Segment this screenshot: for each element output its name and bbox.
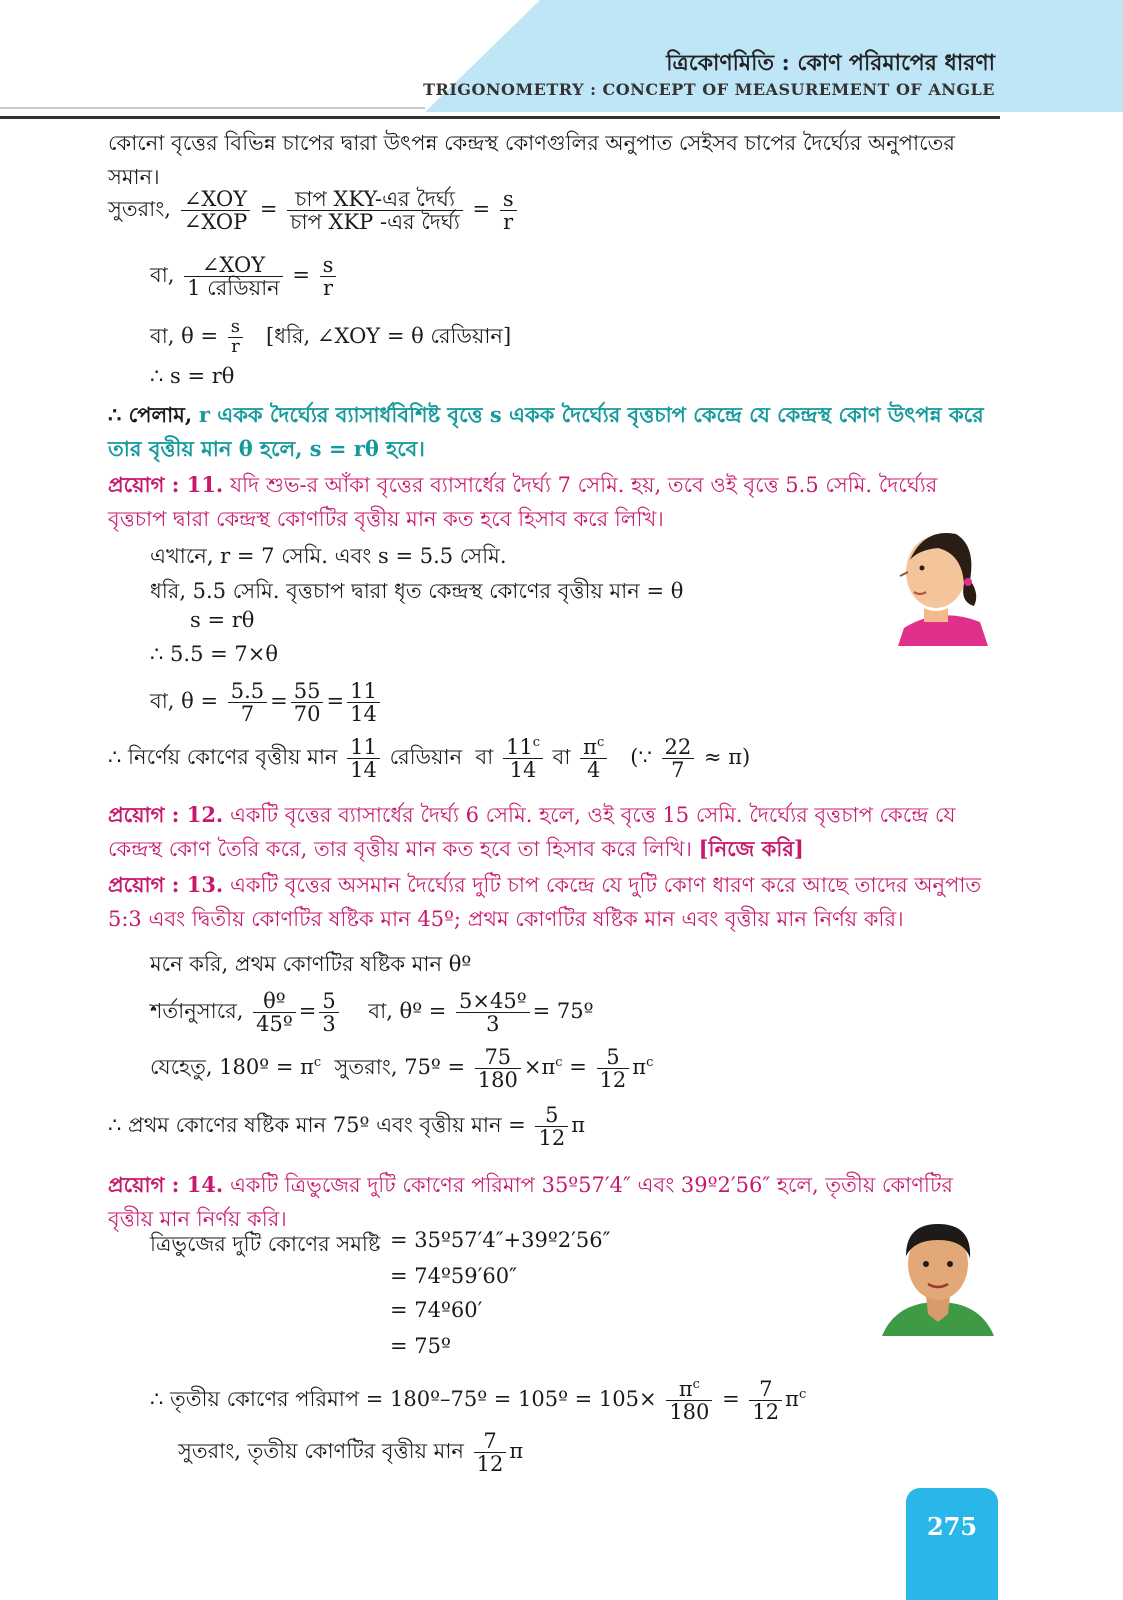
assumption-note: [ধরি, ∠XOY = θ রেডিয়ান]	[266, 323, 512, 348]
fraction-55-70: $\frac{55}{70}$	[291, 680, 324, 725]
p14-sum-2: = 74º59′60″	[390, 1264, 517, 1288]
p11-line-1: এখানে, r = 7 সেমি. এবং s = 5.5 সেমি.	[150, 544, 507, 568]
fraction-5-12: $\frac{5}{12}$	[597, 1046, 630, 1091]
page-number-tab	[906, 1488, 998, 1600]
chapter-title-english: TRIGONOMETRY : CONCEPT OF MEASUREMENT OF ANGLE	[423, 80, 995, 99]
fraction-11-14: $\frac{11}{14}$	[347, 680, 380, 725]
p14-final: সুতরাং, তৃতীয় কোণটির বৃত্তীয় মান $\frac{7}{12}$ π	[178, 1429, 524, 1477]
p13-conclusion: ∴ প্রথম কোণের ষষ্টিক মান 75º এবং বৃত্তীয় মান = $\frac{5}{12}$ π	[108, 1103, 586, 1151]
word-sutorang: সুতরাং,	[108, 197, 171, 222]
p13-line-2: শর্তানুসারে, $\frac{\text{θº}}{\text{45º}}$ = $\frac{5}{3}$ বা, θº = $\frac{\text{5×45º}}{3}$ = 75º	[150, 989, 594, 1037]
fraction-22-7: $\frac{22}{7}$	[662, 736, 695, 781]
header-rule	[0, 116, 1000, 119]
fraction-11c-14: $\frac{11^c}{14}$	[503, 736, 543, 781]
p13-line-1: মনে করি, প্রথম কোণটির ষষ্টিক মান θº	[150, 952, 472, 976]
fraction-5x45-3: $\frac{\text{5×45º}}{3}$	[456, 990, 530, 1035]
problem-12: প্রয়োগ : 12. একটি বৃত্তের ব্যাসার্ধের দৈর্ঘ্য 6 সেমি. হলে, ওই বৃত্তে 15 সেমি. দৈর্ঘ্যের বৃত্তচাপ কেন্দ্রে যে কেন্দ্রস্থ কোণ তৈরি করে, তার বৃত্তীয় মান কত হবে তা হিসাব করে লিখি। [নিজে করি]	[108, 802, 956, 861]
problem-13: প্রয়োগ : 13. একটি বৃত্তের অসমান দৈর্ঘ্যের দুটি চাপ কেন্দ্রে যে দুটি কোণ ধারণ করে আছে তাদের অনুপাত 5:3 এবং দ্বিতীয় কোণটির ষষ্টিক মান 45º; প্রথম কোণটির ষষ্টিক মান এবং বৃত্তীয় মান নির্ণয় করি।	[108, 872, 982, 931]
result-statement: ∴ পেলাম, r একক দৈর্ঘ্যের ব্যাসার্ধবিশিষ্ট বৃত্তে s একক দৈর্ঘ্যের বৃত্তচাপ কেন্দ্রে যে কেন্দ্রস্থ কোণ উৎপন্ন করে তার বৃত্তীয় মান θ হলে, s = rθ হবে।	[108, 402, 984, 461]
page-number: 275	[926, 1512, 978, 1541]
fraction-5-3: $\frac{5}{3}$	[319, 990, 338, 1035]
fraction-pi-4: $\frac{\pi^c}{4}$	[580, 736, 607, 781]
fraction-75-180: $\frac{75}{180}$	[475, 1046, 521, 1091]
problem-11: প্রয়োগ : 11. যদি শুভ-র আঁকা বৃত্তের ব্যাসার্ধের দৈর্ঘ্য 7 সেমি. হয়, তবে ওই বৃত্তে 5.5 সেমি. দৈর্ঘ্যের বৃত্তচাপ দ্বারা কেন্দ্রস্থ কোণটির বৃত্তীয় মান কত হবে হিসাব করে লিখি।	[108, 472, 938, 531]
intro-paragraph: কোনো বৃত্তের বিভিন্ন চাপের দ্বারা উৎপন্ন কেন্দ্রস্থ কোণগুলির অনুপাত সেইসব চাপের দৈর্ঘ্যের অনুপাতের সমান।	[108, 131, 955, 189]
p11-line-5: বা, θ = $\frac{5.5}{7}$ = $\frac{55}{70}$ = $\frac{11}{14}$	[150, 680, 383, 725]
p14-sum-label: ত্রিভুজের দুটি কোণের সমষ্টি	[150, 1232, 381, 1256]
fraction-pi-180: $\frac{\pi^c}{180}$	[666, 1378, 712, 1423]
fraction-s-over-r-2: $\frac{s}{r}$	[320, 254, 337, 299]
p11-line-2: ধরি, 5.5 সেমি. বৃত্তচাপ দ্বারা ধৃত কেন্দ্রস্থ কোণের বৃত্তীয় মান = θ	[150, 579, 684, 603]
p11-line-3: s = rθ	[190, 608, 255, 632]
p13-line-3: যেহেতু, 180º = $\pi^c$ সুতরাং, 75º = $\frac{75}{180}$ $\times\pi^c$ = $\frac{5}{12}$ $\pi^c$	[150, 1045, 654, 1093]
p11-line-4: ∴ 5.5 = 7×θ	[150, 642, 278, 666]
fraction-s-over-r: $\frac{s}{r}$	[500, 188, 517, 233]
p14-sum-3: = 74º60′	[390, 1298, 483, 1322]
fraction-angles: $\frac{\text{∠XOY}}{\text{∠XOP}}$	[181, 188, 251, 233]
equation-s-r-theta: ∴ s = rθ	[150, 364, 235, 388]
self-practice-tag: [নিজে করি]	[698, 836, 804, 861]
fraction-7-12: $\frac{7}{12}$	[749, 1378, 782, 1423]
fraction-theta-45: $\frac{\text{θº}}{\text{45º}}$	[253, 990, 296, 1035]
fraction-7-12-final: $\frac{7}{12}$	[474, 1430, 507, 1475]
equation-ratio: সুতরাং, $\frac{\text{∠XOY}}{\text{∠XOP}}$ = $\frac{\text{চাপ XKY-এর দৈর্ঘ্য}}{\text{চাপ XKP -এর দৈর্ঘ্য}}$ = $\frac{s}{r}$	[108, 188, 520, 233]
p14-sum-4: = 75º	[390, 1334, 451, 1358]
fraction-11-14-result: $\frac{11}{14}$	[347, 736, 380, 781]
equation-radian: বা, $\frac{\text{∠XOY}}{\text{1 রেডিয়ান}}$ = $\frac{s}{r}$	[150, 254, 339, 299]
fraction-5.5-7: $\frac{5.5}{7}$	[228, 680, 267, 725]
fraction-s-over-r-3: $\frac{s}{r}$	[228, 318, 243, 357]
fraction-arcs: $\frac{\text{চাপ XKY-এর দৈর্ঘ্য}}{\text{চাপ XKP -এর দৈর্ঘ্য}}$	[287, 188, 463, 233]
fraction-5-12-result: $\frac{5}{12}$	[535, 1104, 568, 1149]
fraction-xoy-radian: $\frac{\text{∠XOY}}{\text{1 রেডিয়ান}}$	[184, 254, 283, 299]
problem-14: প্রয়োগ : 14. একটি ত্রিভুজের দুটি কোণের পরিমাপ 35º57′4″ এবং 39º2′56″ হলে, তৃতীয় কোণটির বৃত্তীয় মান নির্ণয় করি।	[108, 1172, 953, 1231]
p14-third-angle: ∴ তৃতীয় কোণের পরিমাপ = 180º–75º = 105º = 105× $\frac{\pi^c}{180}$ = $\frac{7}{12}$ $\pi^c$	[150, 1377, 807, 1425]
girl-illustration	[884, 510, 994, 646]
p11-conclusion: ∴ নির্ণেয় কোণের বৃত্তীয় মান $\frac{11}{14}$ রেডিয়ান বা $\frac{11^c}{14}$ বা $\frac{\pi^c}{4}$ (∵ $\frac{22}{7}$ ≈ π)	[108, 735, 751, 783]
boy-illustration	[876, 1210, 1000, 1336]
p14-sum-1: = 35º57′4″+39º2′56″	[390, 1228, 611, 1252]
chapter-title-bengali: ত্রিকোণমিতি : কোণ পরিমাপের ধারণা	[666, 50, 995, 76]
equation-theta: বা, θ = $\frac{s}{r}$ [ধরি, ∠XOY = θ রেডিয়ান]	[150, 316, 512, 357]
